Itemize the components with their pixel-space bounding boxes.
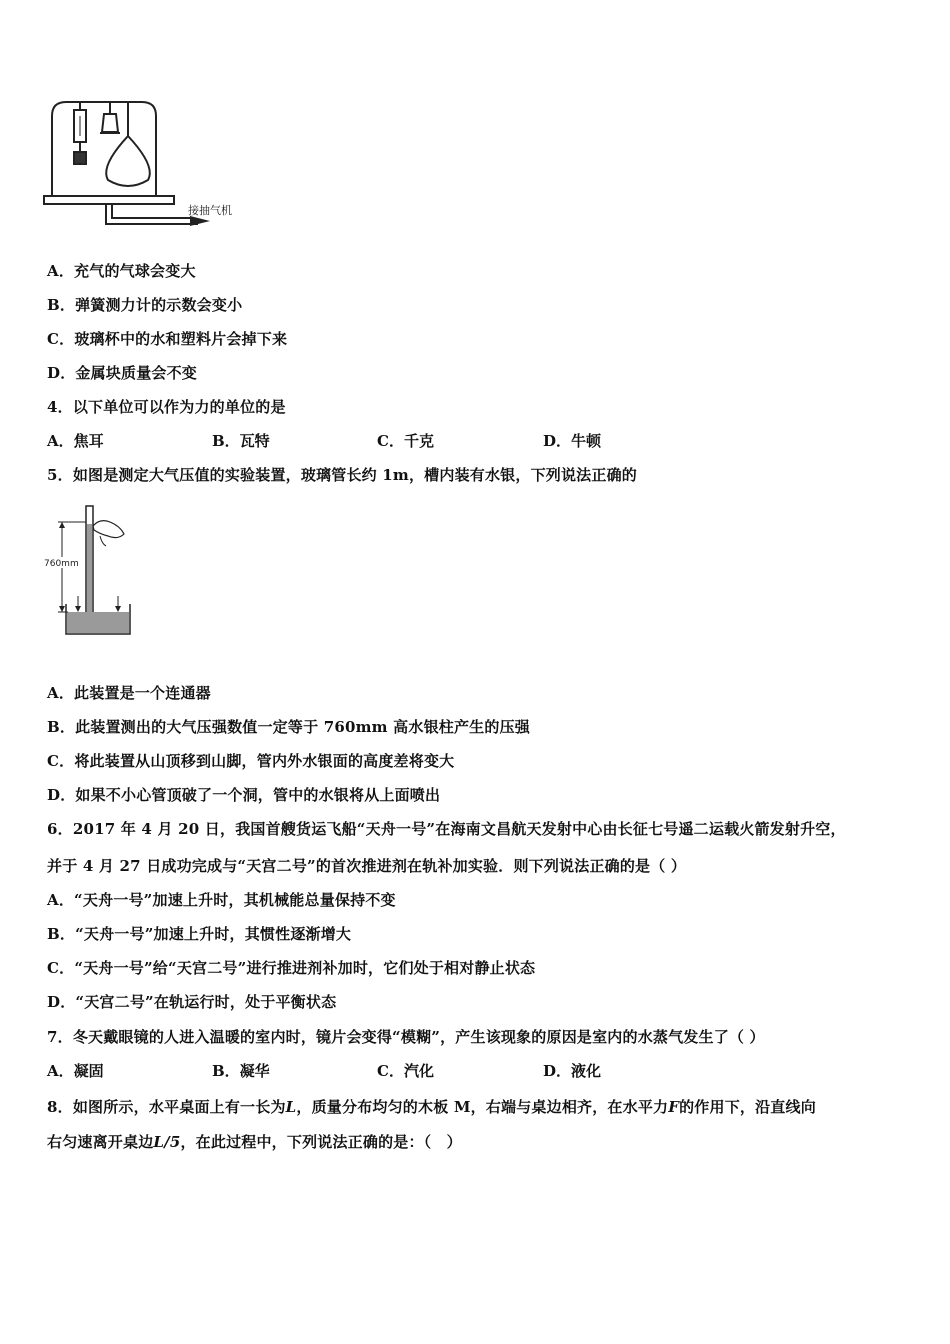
q6-option-b: B．“天舟一号”加速上升时，其惯性逐渐增大 bbox=[47, 925, 352, 943]
q6-option-c: C．“天舟一号”给“天宫二号”进行推进剂补加时，它们处于相对静止状态 bbox=[47, 959, 536, 977]
barometer-figure bbox=[40, 500, 150, 640]
q8-text-b: ，质量分布均匀的木板 M，右端与桌边相齐，在水平力 bbox=[296, 1098, 669, 1116]
q8-var-f: F bbox=[668, 1098, 680, 1116]
q6-option-d: D．“天宫二号”在轨运行时，处于平衡状态 bbox=[47, 993, 337, 1011]
q4-option-b: B．瓦特 bbox=[212, 432, 270, 450]
q3-option-a: A．充气的气球会变大 bbox=[47, 262, 196, 280]
q4-option-d: D．牛顿 bbox=[543, 432, 602, 450]
q3-option-d: D．金属块质量会不变 bbox=[47, 364, 198, 382]
q8-text-c: 的作用下，沿直线向 bbox=[679, 1098, 816, 1116]
q7-option-d: D．液化 bbox=[543, 1062, 602, 1080]
q7-option-a: A．凝固 bbox=[47, 1062, 104, 1080]
q5-option-a: A．此装置是一个连通器 bbox=[47, 684, 211, 702]
q8-var-l: L bbox=[285, 1098, 297, 1116]
q4-stem: 4．以下单位可以作为力的单位的是 bbox=[47, 398, 286, 416]
q6-stem-line1: 6．2017 年 4 月 20 日，我国首艘货运飞船“天舟一号”在海南文昌航天发射中心由长征七号遥二运载火箭发射升空， bbox=[47, 820, 846, 838]
q4-option-a: A．焦耳 bbox=[47, 432, 104, 450]
q8-text-e: ，在此过程中，下列说法正确的是：（ ） bbox=[180, 1133, 462, 1151]
q7-option-b: B．凝华 bbox=[212, 1062, 270, 1080]
q5-option-b: B．此装置测出的大气压强数值一定等于 760mm 高水银柱产生的压强 bbox=[47, 718, 530, 736]
q8-stem-line1 bbox=[47, 1097, 816, 1117]
q6-option-a: A．“天舟一号”加速上升时，其机械能总量保持不变 bbox=[47, 891, 396, 909]
q8-stem-line2 bbox=[47, 1132, 462, 1152]
760mm-label: 760mm bbox=[44, 559, 79, 569]
q6-stem-line2: 并于 4 月 27 日成功完成与“天宫二号”的首次推进剂在轨补加实验．则下列说法正确的是（ ） bbox=[47, 857, 687, 875]
q3-option-c: C．玻璃杯中的水和塑料片会掉下来 bbox=[47, 330, 288, 348]
q5-stem: 5．如图是测定大气压值的实验装置，玻璃管长约 1m，槽内装有水银，下列说法正确的 bbox=[47, 466, 637, 484]
q4-option-c: C．千克 bbox=[377, 432, 434, 450]
vacuum-pump-label: 接抽气机 bbox=[188, 204, 232, 217]
q8-var-l5: L/5 bbox=[153, 1133, 181, 1151]
q8-text-a: 8．如图所示，水平桌面上有一长为 bbox=[47, 1098, 286, 1116]
q7-option-c: C．汽化 bbox=[377, 1062, 434, 1080]
q7-stem: 7．冬天戴眼镜的人进入温暖的室内时，镜片会变得“模糊”，产生该现象的原因是室内的水蒸气发生了（ ） bbox=[47, 1028, 765, 1046]
q5-option-d: D．如果不小心管顶破了一个洞，管中的水银将从上面喷出 bbox=[47, 786, 441, 804]
bell-jar-figure bbox=[40, 96, 250, 238]
q3-option-b: B．弹簧测力计的示数会变小 bbox=[47, 296, 243, 314]
q5-option-c: C．将此装置从山顶移到山脚，管内外水银面的高度差将变大 bbox=[47, 752, 455, 770]
q8-text-d: 右匀速离开桌边 bbox=[47, 1133, 154, 1151]
